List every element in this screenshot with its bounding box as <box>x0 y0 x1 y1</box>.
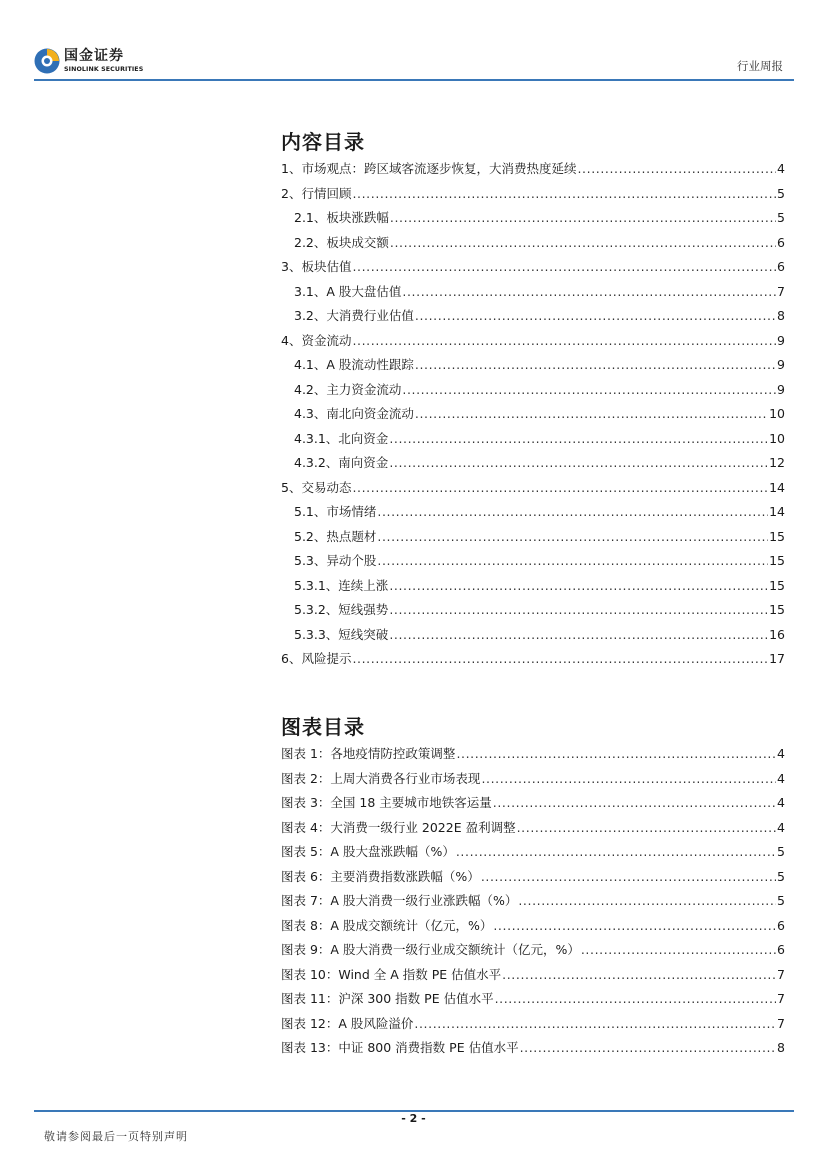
dot-leader <box>389 598 768 623</box>
figure-entry[interactable] <box>281 987 785 1012</box>
dot-leader <box>352 647 768 672</box>
toc-entry-page-number: 9 <box>777 381 785 397</box>
toc-entry-label: 6、风险提示 <box>281 651 352 666</box>
toc-entry[interactable] <box>281 525 785 550</box>
toc-entry[interactable] <box>281 157 785 182</box>
figure-entry-label: 图表 8：A 股成交额统计（亿元，%） <box>281 917 493 933</box>
dot-leader <box>390 206 776 231</box>
toc-entry[interactable] <box>281 476 785 501</box>
company-name-en: SINOLINK SECURITIES <box>64 66 144 73</box>
toc-entry-page-number: 16 <box>769 626 785 642</box>
dot-leader <box>495 987 776 1012</box>
figure-entry[interactable] <box>281 840 785 865</box>
toc-entry-label: 3.2、大消费行业估值 <box>294 308 414 323</box>
dot-leader <box>481 865 776 890</box>
toc-entry-page-number: 12 <box>769 455 785 470</box>
figure-entry[interactable] <box>281 938 785 963</box>
dot-leader <box>352 255 776 280</box>
toc-entry[interactable] <box>281 353 785 378</box>
footer-disclaimer: 敬请参阅最后一页特别声明 <box>44 1130 188 1143</box>
figure-entry[interactable] <box>281 816 785 841</box>
dot-leader <box>389 427 768 452</box>
toc-entry-page-number: 6 <box>777 234 785 250</box>
dot-leader <box>414 1012 776 1037</box>
dot-leader <box>415 304 776 329</box>
dot-leader <box>456 742 776 767</box>
figure-entry-page-number: 4 <box>777 746 785 761</box>
contents-list <box>281 157 785 672</box>
company-logo <box>34 48 152 78</box>
toc-entry[interactable] <box>281 500 785 525</box>
toc-entry[interactable] <box>281 280 785 305</box>
toc-entry-label: 2.1、板块涨跌幅 <box>294 210 389 225</box>
dot-leader <box>390 231 776 256</box>
toc-entry-page-number: 10 <box>769 406 785 421</box>
toc-entry-label: 3.1、A 股大盘估值 <box>294 283 402 299</box>
figure-entry-page-number: 5 <box>777 868 785 884</box>
toc-entry-page-number: 14 <box>769 504 785 519</box>
dot-leader <box>502 963 776 988</box>
figure-entry[interactable] <box>281 914 785 939</box>
figure-entry-page-number: 7 <box>777 1015 785 1031</box>
toc-entry-label: 5.3.1、连续上涨 <box>294 577 389 593</box>
figure-entry-label: 图表 10：Wind 全 A 指数 PE 估值水平 <box>281 966 502 982</box>
dot-leader <box>402 378 776 403</box>
toc-entry[interactable] <box>281 231 785 256</box>
figure-entry-page-number: 4 <box>777 795 785 810</box>
toc-entry-label: 5.2、热点题材 <box>294 528 377 544</box>
toc-entry-page-number: 6 <box>777 259 785 274</box>
toc-entry[interactable] <box>281 402 785 427</box>
dot-leader <box>518 889 776 914</box>
figure-entry[interactable] <box>281 791 785 816</box>
figure-entry-label: 图表 9：A 股大消费一级行业成交额统计（亿元，%） <box>281 942 580 957</box>
toc-entry-label: 4.3、南北向资金流动 <box>294 406 414 421</box>
toc-entry[interactable] <box>281 549 785 574</box>
toc-entry-page-number: 8 <box>777 308 785 323</box>
report-type: 行业周报 <box>737 59 783 73</box>
toc-entry-label: 5.3、异动个股 <box>294 553 377 568</box>
figure-entry-page-number: 6 <box>777 942 785 957</box>
figure-entry[interactable] <box>281 767 785 792</box>
figure-entry-page-number: 5 <box>777 844 785 859</box>
page-header <box>0 0 827 82</box>
figure-entry-label: 图表 11：沪深 300 指数 PE 估值水平 <box>281 991 494 1006</box>
toc-entry-page-number: 10 <box>769 430 785 446</box>
dot-leader <box>389 451 768 476</box>
page-number: - 2 - <box>401 1112 426 1125</box>
toc-entry-label: 2、行情回顾 <box>281 185 352 201</box>
figure-entry[interactable] <box>281 742 785 767</box>
toc-entry-label: 4.1、A 股流动性跟踪 <box>294 357 414 372</box>
toc-entry[interactable] <box>281 647 785 672</box>
toc-entry[interactable] <box>281 206 785 231</box>
figure-entry[interactable] <box>281 963 785 988</box>
figure-entry-label: 图表 7：A 股大消费一级行业涨跌幅（%） <box>281 893 518 908</box>
toc-entry-label: 5、交易动态 <box>281 479 352 495</box>
figure-entry-page-number: 8 <box>777 1040 785 1055</box>
figure-entry-label: 图表 5：A 股大盘涨跌幅（%） <box>281 844 455 859</box>
toc-entry-page-number: 7 <box>777 283 785 299</box>
dot-leader <box>581 938 776 963</box>
toc-entry-label: 4.2、主力资金流动 <box>294 381 402 397</box>
toc-entry-page-number: 15 <box>769 602 785 617</box>
figures-list <box>281 742 785 1061</box>
header-divider <box>34 79 794 81</box>
dot-leader <box>402 280 776 305</box>
dot-leader <box>577 157 776 182</box>
toc-entry-label: 4.3.2、南向资金 <box>294 455 389 470</box>
toc-entry-label: 3、板块估值 <box>281 259 352 274</box>
company-name-cn: 国金证券 <box>64 48 124 64</box>
toc-entry[interactable] <box>281 378 785 403</box>
dot-leader <box>389 574 768 599</box>
dot-leader <box>352 476 768 501</box>
toc-entry[interactable] <box>281 598 785 623</box>
figure-entry-page-number: 4 <box>777 819 785 835</box>
toc-entry-label: 5.1、市场情绪 <box>294 504 377 519</box>
figure-entry-page-number: 6 <box>777 917 785 933</box>
figure-entry-page-number: 7 <box>777 966 785 982</box>
toc-entry-page-number: 5 <box>777 210 785 225</box>
figure-entry-label: 图表 13：中证 800 消费指数 PE 估值水平 <box>281 1040 519 1055</box>
figure-entry[interactable] <box>281 865 785 890</box>
dot-leader <box>493 914 776 939</box>
toc-entry[interactable] <box>281 304 785 329</box>
dot-leader <box>377 500 768 525</box>
dot-leader <box>456 840 776 865</box>
figure-entry-page-number: 7 <box>777 991 785 1006</box>
dot-leader <box>481 767 776 792</box>
toc-entry-label: 5.3.2、短线强势 <box>294 602 389 617</box>
toc-entry-label: 1、市场观点：跨区域客流逐步恢复，大消费热度延续 <box>281 161 577 176</box>
toc-entry-page-number: 9 <box>777 332 785 348</box>
figure-entry-label: 图表 3：全国 18 主要城市地铁客运量 <box>281 795 492 810</box>
toc-entry-page-number: 15 <box>769 553 785 568</box>
dot-leader <box>493 791 776 816</box>
contents-title: 内容目录 <box>281 130 365 154</box>
dot-leader <box>352 182 776 207</box>
toc-entry-page-number: 4 <box>777 161 785 176</box>
toc-entry-label: 4、资金流动 <box>281 332 352 348</box>
figure-entry-label: 图表 1：各地疫情防控政策调整 <box>281 746 456 761</box>
toc-entry[interactable] <box>281 182 785 207</box>
toc-entry[interactable] <box>281 451 785 476</box>
figure-entry-label: 图表 6：主要消费指数涨跌幅（%） <box>281 868 480 884</box>
figures-title: 图表目录 <box>281 715 365 739</box>
toc-entry-page-number: 14 <box>769 479 785 495</box>
dot-leader <box>389 623 768 648</box>
toc-entry-page-number: 9 <box>777 357 785 372</box>
toc-entry-page-number: 15 <box>769 577 785 593</box>
toc-entry-page-number: 15 <box>769 528 785 544</box>
toc-entry[interactable] <box>281 255 785 280</box>
figure-entry[interactable] <box>281 889 785 914</box>
dot-leader <box>352 329 776 354</box>
figure-entry[interactable] <box>281 1036 785 1061</box>
figure-entry-page-number: 4 <box>777 770 785 786</box>
toc-entry[interactable] <box>281 427 785 452</box>
dot-leader <box>520 1036 776 1061</box>
toc-entry[interactable] <box>281 574 785 599</box>
toc-entry-label: 2.2、板块成交额 <box>294 234 389 250</box>
figure-entry-label: 图表 4：大消费一级行业 2022E 盈利调整 <box>281 819 516 835</box>
dot-leader <box>517 816 776 841</box>
dot-leader <box>415 402 768 427</box>
figure-entry-label: 图表 12：A 股风险溢价 <box>281 1015 414 1031</box>
toc-entry-label: 4.3.1、北向资金 <box>294 430 389 446</box>
toc-entry[interactable] <box>281 623 785 648</box>
dot-leader <box>415 353 776 378</box>
dot-leader <box>377 525 768 550</box>
toc-entry[interactable] <box>281 329 785 354</box>
figure-entry-label: 图表 2：上周大消费各行业市场表现 <box>281 770 481 786</box>
figure-entry-page-number: 5 <box>777 893 785 908</box>
dot-leader <box>377 549 768 574</box>
sinolink-logo-icon <box>34 48 60 74</box>
figure-entry[interactable] <box>281 1012 785 1037</box>
toc-entry-label: 5.3.3、短线突破 <box>294 626 389 642</box>
toc-entry-page-number: 17 <box>769 651 785 666</box>
toc-entry-page-number: 5 <box>777 185 785 201</box>
